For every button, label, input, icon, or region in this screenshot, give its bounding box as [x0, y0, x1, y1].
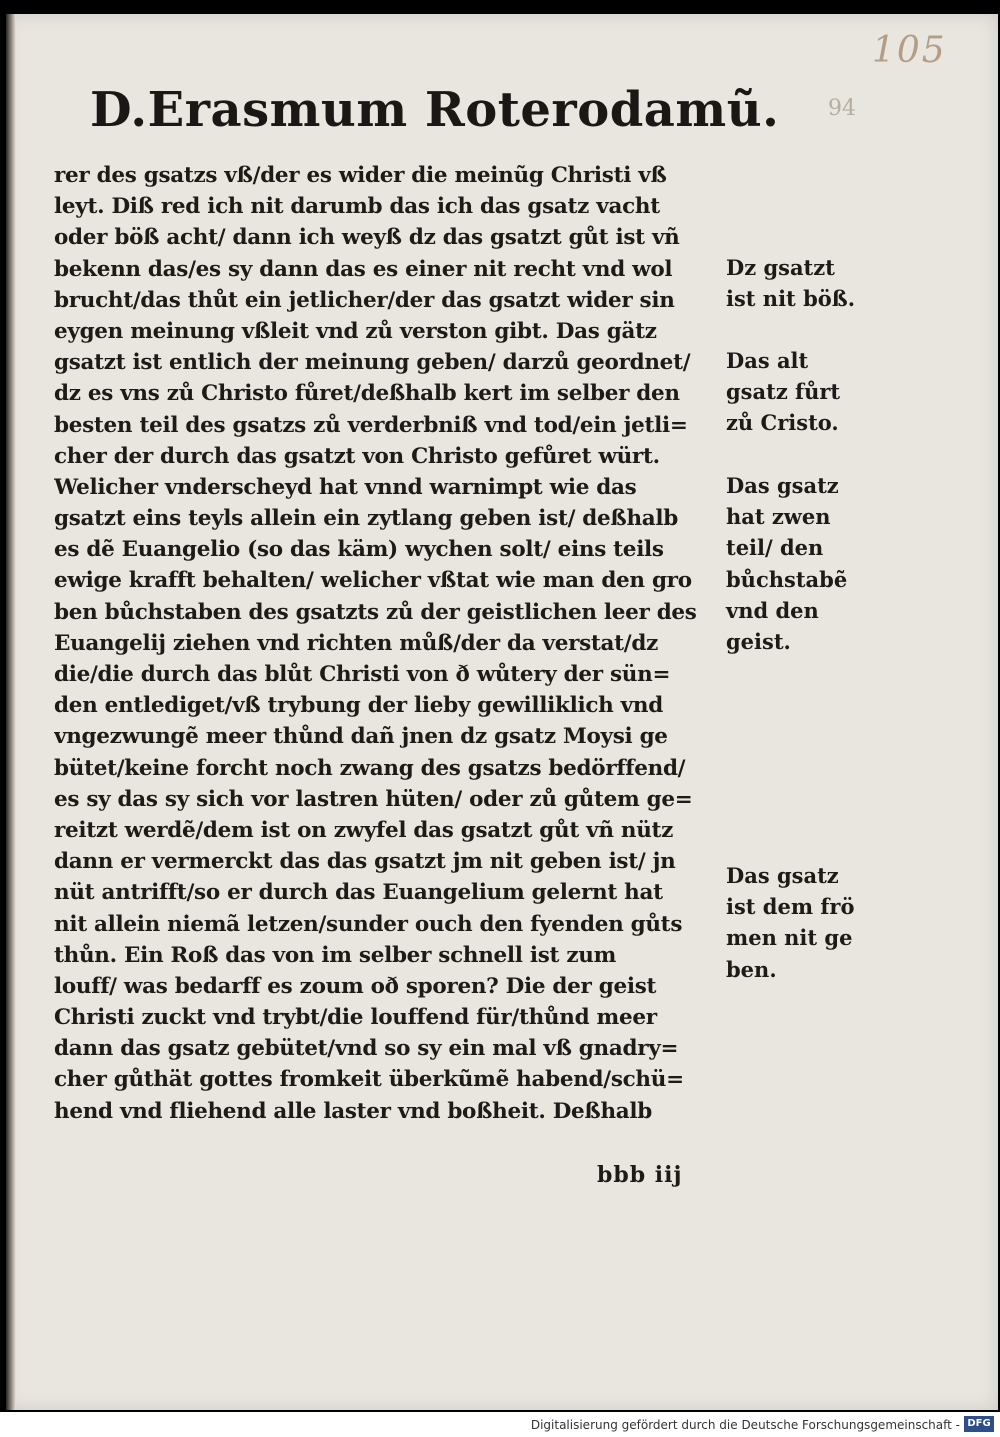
text-line: leyt. Diß red ich nit darumb das ich das gsatz vacht: [54, 194, 660, 220]
text-line: cher der durch das gsatzt von Christo gefůret würt.: [54, 443, 660, 469]
text-line: Welicher vnderscheyd hat vnnd warnimpt wie das: [54, 474, 637, 500]
text-line: dann er vermerckt das das gsatzt jm nit geben ist/ jn: [54, 849, 676, 875]
text-line: brucht/das thůt ein jetlicher/der das gsatzt wider sin: [54, 287, 675, 313]
text-line: ewige krafft behalten/ welicher vßtat wie man den gro: [54, 568, 692, 594]
text-line: Euangelij ziehen vnd richten můß/der da verstat/dz: [54, 630, 658, 656]
margin-note-line: ben.: [726, 956, 777, 982]
body-text: [54, 160, 734, 1127]
margin-note-line: teil/ den: [726, 535, 824, 561]
pencil-folio-number: 94: [828, 96, 856, 121]
margin-note: [726, 252, 855, 314]
text-line: es sy das sy sich vor lastren hüten/ oder zů gůtem ge=: [54, 786, 693, 812]
margin-note-line: men nit ge: [726, 925, 853, 951]
text-line: eygen meinung vßleit vnd zů verston gibt. Das gätz: [54, 318, 657, 344]
running-head: D.Erasmum Roterodamũ.: [90, 82, 780, 138]
margin-note: [726, 860, 855, 985]
text-line: gsatzt eins teyls allein ein zytlang geben ist/ deßhalb: [54, 506, 679, 532]
text-line: rer des gsatzs vß/der es wider die meinũg Christi vß: [54, 163, 667, 188]
text-line: Christi zuckt vnd trybt/die louffend für/thůnd meer: [54, 1005, 657, 1031]
margin-note-line: vnd den: [726, 597, 819, 623]
dfg-logo[interactable]: DFG: [964, 1416, 994, 1432]
text-line: besten teil des gsatzs zů verderbniß vnd tod/ein jetli=: [54, 412, 688, 438]
margin-note-line: ist dem frö: [726, 894, 855, 920]
text-line: hend vnd fliehend alle laster vnd boßheit. Deßhalb: [54, 1098, 653, 1124]
text-line: ben bůchstaben des gsatzts zů der geistlichen leer des: [54, 599, 697, 625]
margin-note-line: gsatz fůrt: [726, 379, 841, 405]
text-line: es dẽ Euangelio (so das käm) wychen solt/ eins teils: [54, 537, 664, 563]
text-line: bekenn das/es sy dann das es einer nit recht vnd wol: [54, 256, 673, 282]
margin-note-line: bůchstabẽ: [726, 566, 848, 592]
text-line: cher gůthät gottes fromkeit überkũmẽ habend/schü=: [54, 1067, 684, 1093]
text-line: gsatzt ist entlich der meinung geben/ darzů geordnet/: [54, 350, 691, 376]
margin-note-line: hat zwen: [726, 504, 831, 530]
handwritten-folio-number: 105: [872, 30, 947, 71]
text-line: nit allein niemã letzen/sunder ouch den fyenden gůts: [54, 911, 683, 937]
text-line: den entlediget/vß trybung der lieby gewilliklich vnd: [54, 693, 663, 719]
page-edge: [6, 14, 16, 1410]
text-line: thůn. Ein Roß das von im selber schnell ist zum: [54, 942, 617, 968]
margin-note-line: Das alt: [726, 348, 809, 373]
margin-note-line: Das gsatz: [726, 473, 839, 498]
margin-note-line: geist.: [726, 628, 791, 654]
text-line: dann das gsatz gebütet/vnd so sy ein mal vß gnadry=: [54, 1036, 679, 1062]
margin-note-line: ist nit böß.: [726, 286, 856, 312]
funding-credit: Digitalisierung gefördert durch die Deutsche Forschungsgemeinschaft -: [530, 1418, 960, 1432]
text-line: oder böß acht/ dann ich weyß dz das gsatzt gůt ist vñ: [54, 225, 680, 251]
margin-note-line: Das gsatz: [726, 863, 839, 888]
text-line: dz es vns zů Christo fůret/deßhalb kert im selber den: [54, 381, 680, 407]
text-line: bütet/keine forcht noch zwang des gsatzs bedörffend/: [54, 755, 686, 781]
text-line: die/die durch das blůt Christi von ð wůtery der sün=: [54, 662, 671, 687]
margin-note-line: zů Cristo.: [726, 410, 839, 436]
margin-note: [726, 470, 847, 657]
signature-mark: bbb iij: [597, 1162, 683, 1188]
text-line: nüt antrifft/so er durch das Euangelium gelernt hat: [54, 880, 663, 906]
margin-note-line: Dz gsatzt: [726, 255, 835, 280]
text-line: vngezwungẽ meer thůnd dañ jnen dz gsatz Moysi ge: [54, 724, 668, 750]
text-line: reitzt werdẽ/dem ist on zwyfel das gsatzt gůt vñ nütz: [54, 817, 674, 843]
margin-note: [726, 345, 840, 439]
footer-bar: [0, 1412, 1000, 1437]
text-line: louff/ was bedarff es zoum oð sporen? Die der geist: [54, 973, 657, 999]
